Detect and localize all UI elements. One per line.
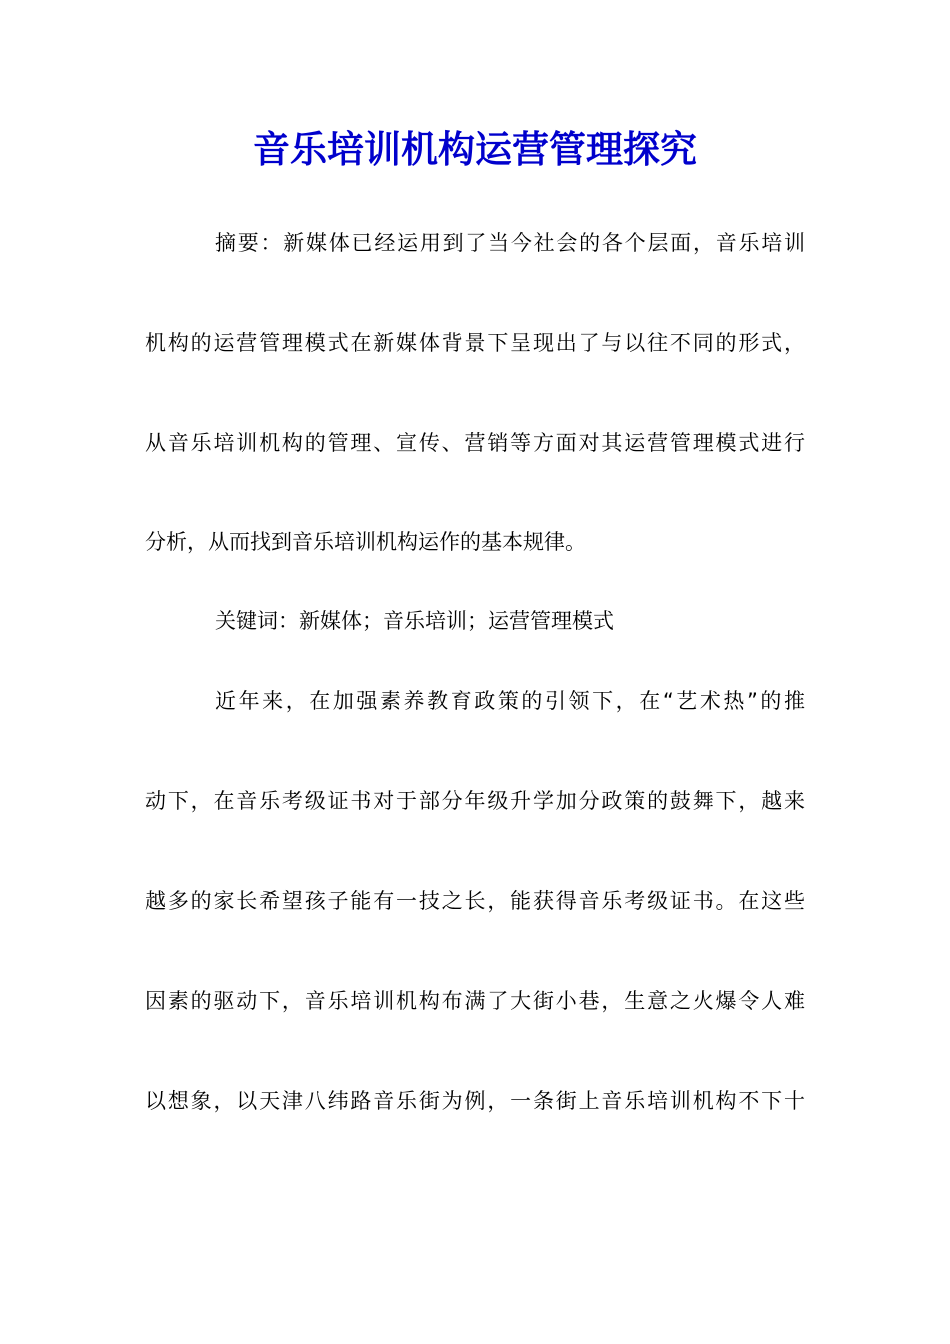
body-line-3: 越多的家长希望孩子能有一技之长，能获得音乐考级证书。在这些 <box>145 889 805 913</box>
body-line-5: 以想象，以天津八纬路音乐街为例，一条街上音乐培训机构不下十 <box>145 1089 805 1113</box>
abstract-line-1: 摘要：新媒体已经运用到了当今社会的各个层面，音乐培训 <box>215 231 805 255</box>
body-line-2: 动下，在音乐考级证书对于部分年级升学加分政策的鼓舞下，越来 <box>145 789 805 813</box>
abstract-line-2: 机构的运营管理模式在新媒体背景下呈现出了与以往不同的形式， <box>145 331 805 355</box>
abstract-line-3: 从音乐培训机构的管理、宣传、营销等方面对其运营管理模式进行 <box>145 431 805 455</box>
keywords-line: 关键词：新媒体；音乐培训；运营管理模式 <box>215 609 614 633</box>
document-title: 音乐培训机构运营管理探究 <box>253 127 697 171</box>
body-line-4: 因素的驱动下，音乐培训机构布满了大街小巷，生意之火爆令人难 <box>145 989 805 1013</box>
body-line-1: 近年来，在加强素养教育政策的引领下，在“艺术热”的推 <box>215 689 805 713</box>
abstract-line-4: 分析，从而找到音乐培训机构运作的基本规律。 <box>145 530 586 554</box>
